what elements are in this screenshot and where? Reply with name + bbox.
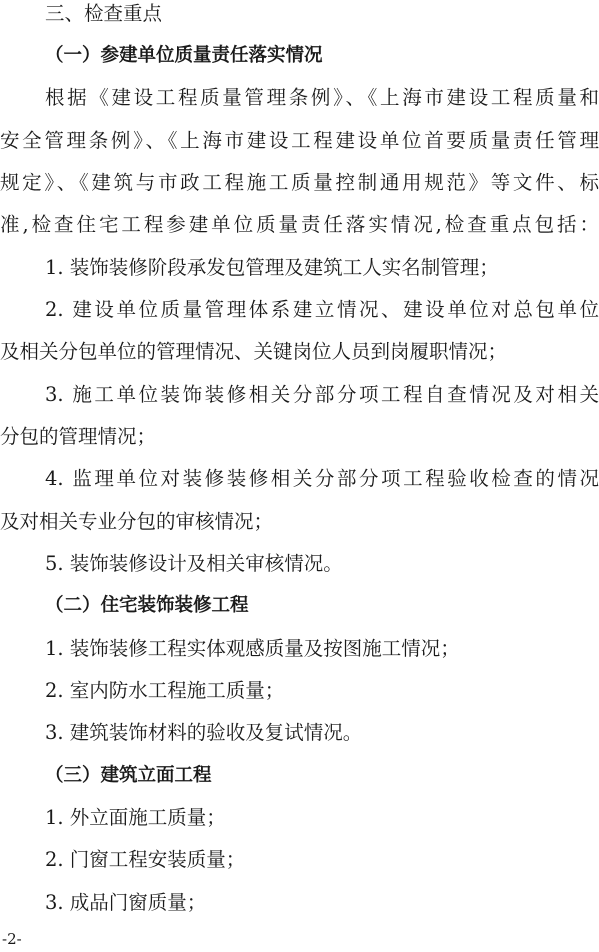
intro-line-3: 规定》、《建筑与市政工程施工质量控制通用规范》等文件、标: [0, 171, 599, 194]
section-heading: 三、检查重点: [45, 2, 163, 25]
subsection-2-title: （二）住宅装饰装修工程: [45, 595, 249, 616]
item-1-4-line-1: 4. 监理单位对装修装修相关分部分项工程验收检查的情况: [45, 467, 599, 490]
item-3-1: 1. 外立面施工质量；: [45, 806, 226, 829]
page-number: -2-: [2, 930, 22, 948]
item-1-5: 5. 装饰装修设计及相关审核情况。: [45, 552, 343, 575]
intro-line-1: 根据《建设工程质量管理条例》、《上海市建设工程质量和: [45, 86, 599, 109]
item-1-1: 1. 装饰装修阶段承发包管理及建筑工人实名制管理；: [45, 256, 499, 279]
item-3-2: 2. 门窗工程安装质量；: [45, 848, 246, 871]
intro-line-2: 安全管理条例》、《上海市建设工程建设单位首要质量责任管理: [0, 129, 599, 152]
item-1-2-line-1: 2. 建设单位质量管理体系建立情况、建设单位对总包单位: [45, 298, 599, 321]
item-1-4-line-2: 及对相关专业分包的审核情况；: [0, 510, 274, 533]
item-1-3-line-1: 3. 施工单位装饰装修相关分部分项工程自查情况及对相关: [45, 383, 599, 406]
item-1-2-line-2: 及相关分包单位的管理情况、关键岗位人员到岗履职情况；: [0, 340, 508, 363]
intro-line-4: 准,检查住宅工程参建单位质量责任落实情况,检查重点包括：: [0, 213, 599, 236]
item-1-3-line-2: 分包的管理情况；: [0, 425, 157, 448]
item-2-2: 2. 室内防水工程施工质量；: [45, 679, 285, 702]
subsection-1-title: （一）参建单位质量责任落实情况: [45, 45, 323, 66]
item-3-3: 3. 成品门窗质量；: [45, 891, 207, 914]
item-2-3: 3. 建筑装饰材料的验收及复试情况。: [45, 721, 363, 744]
subsection-3-title: （三）建筑立面工程: [45, 765, 212, 786]
item-2-1: 1. 装饰装修工程实体观感质量及按图施工情况；: [45, 637, 460, 660]
